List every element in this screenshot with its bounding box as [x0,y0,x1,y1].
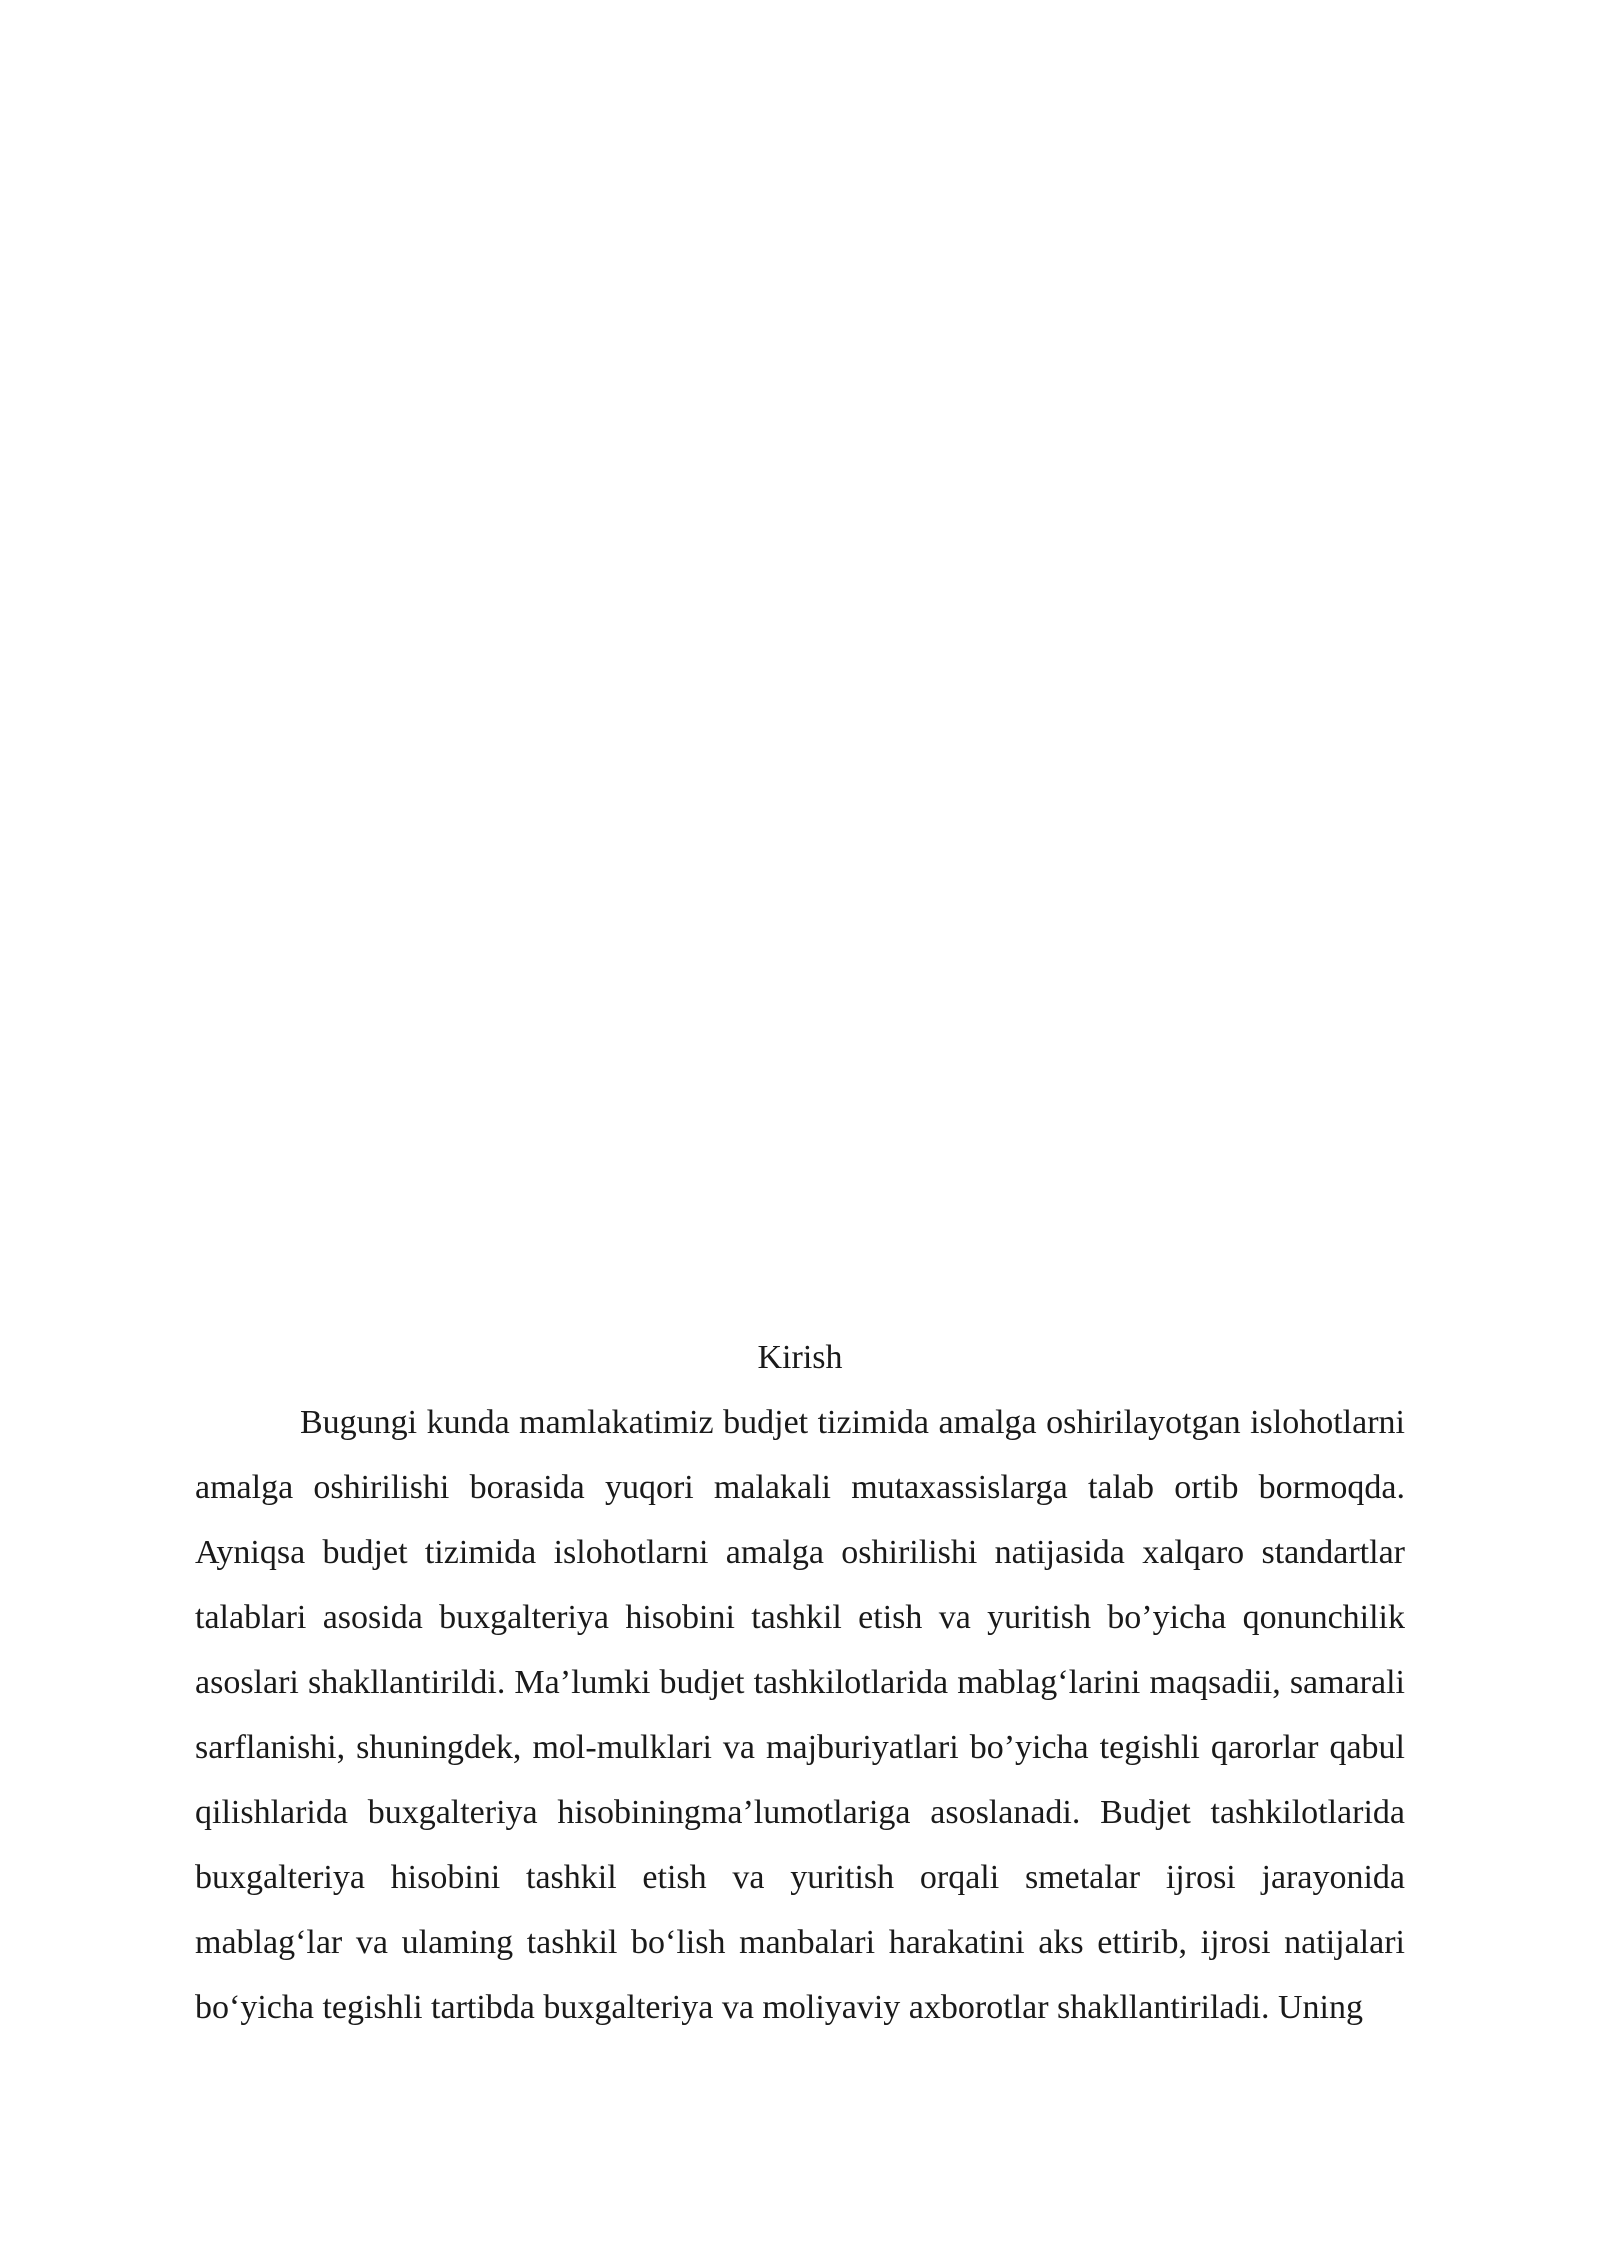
section-heading: Kirish [757,1339,843,1376]
document-content [195,1325,1405,2040]
body-paragraph: Bugungi kunda mamlakatimiz budjet tizimida amalga oshirilayotgan islohotlarni amalga oshirilishi borasida yuqori malakali mutaxassislarga talab ortib bormoqda. Ayniqsa budjet tizimida islohotlarni amalga oshirilishi natijasida xalqaro standartlar talablari asosida buxgalteriya hisobini tashkil etish va yuritish bo’yicha qonunchilik asoslari shakllantirildi. Ma’lumki budjet tashkilotlarida mablag‘larini maqsadii, samarali sarflanishi, shuningdek, mol-mulklari va majburiyatlari bo’yicha tegishli qarorlar qabul qilishlarida buxgalteriya hisobiningma’lumotlariga asoslanadi. Budjet tashkilotlarida buxgalteriya hisobini tashkil etish va yuritish orqali smetalar ijrosi jarayonida mablag‘lar va ulaming tashkil bo‘lish manbalari harakatini aks ettirib, ijrosi natijalari bo‘yicha tegishli tartibda buxgalteriya va moliyaviy axborotlar shakllantiriladi. Uning [195,1404,1405,2026]
